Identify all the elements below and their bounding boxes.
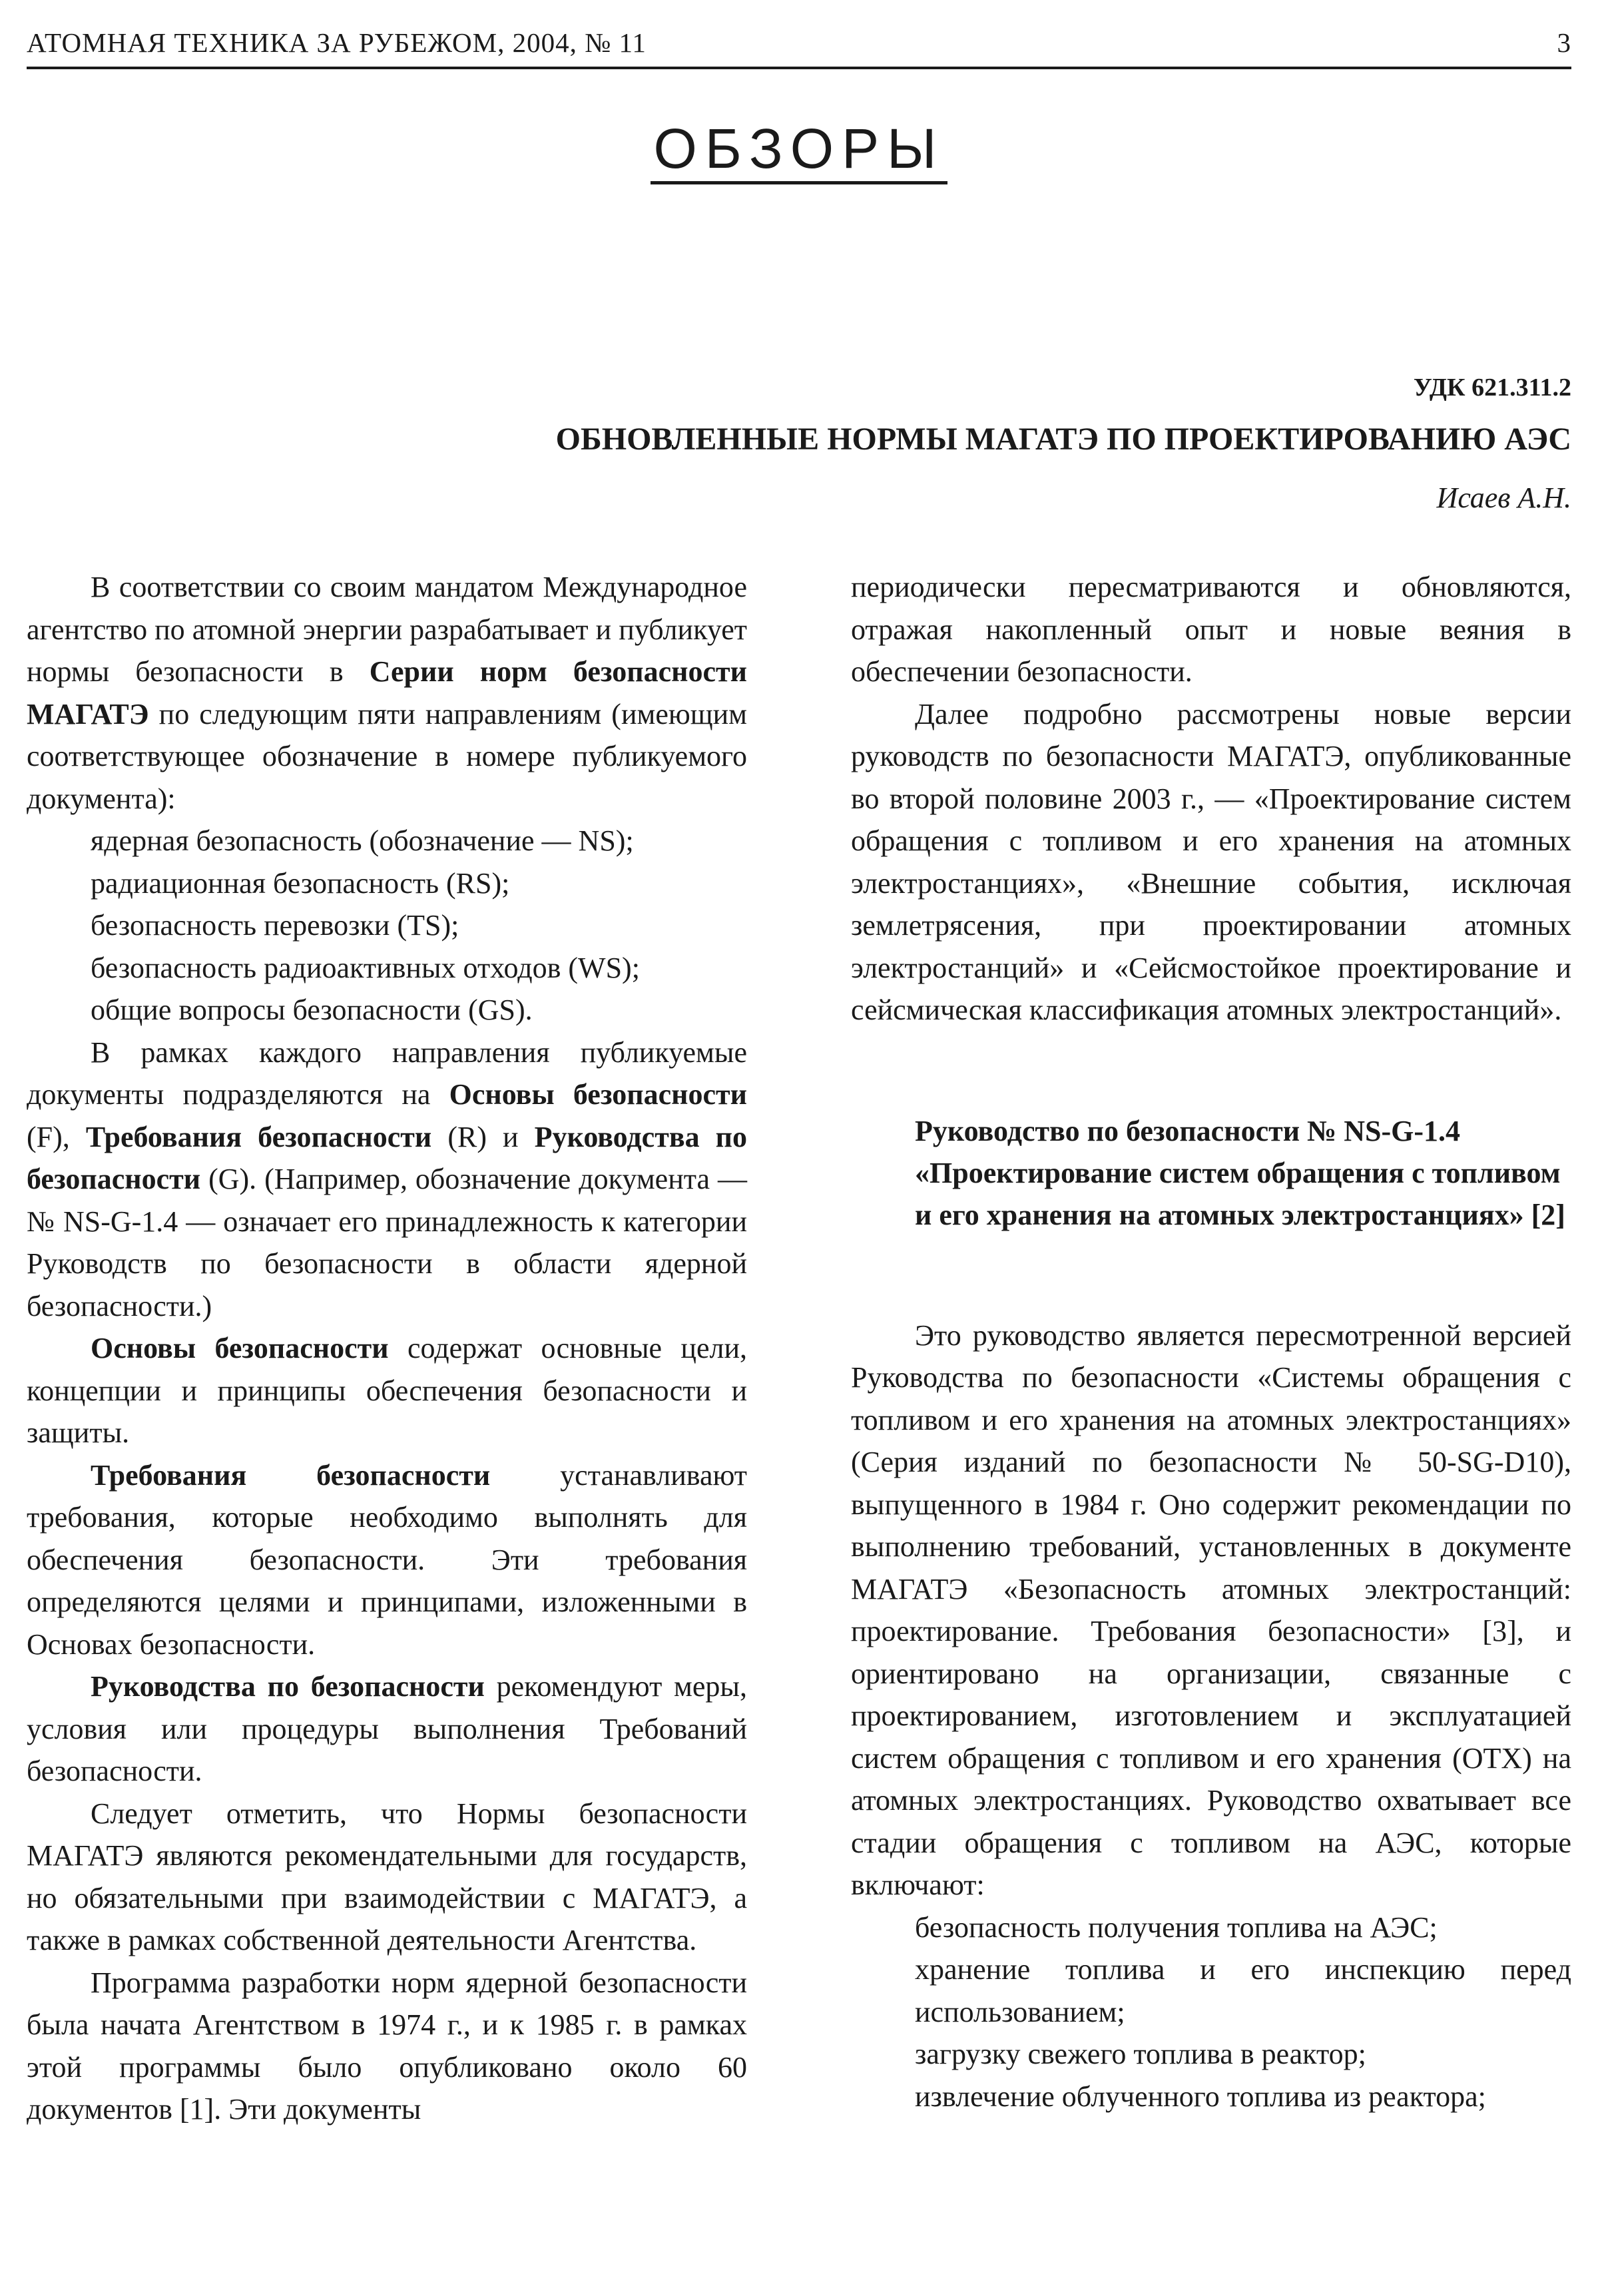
paragraph: Следует отметить, что Нормы безопасности МАГАТЭ являются рекомендательными для государств, но обязательными при взаимодействии с МАГАТЭ, а также в рамках собственной деятельности Агентства. — [27, 1797, 747, 1956]
list-item: безопасность получения топлива на АЭС; — [915, 1910, 1438, 1944]
paragraph: Программа разработки норм ядерной безопасности была начата Агентством в 1974 г., и к 1985 г. в рамках этой программы было опубликовано около 60 документов [1]. Эти документы — [27, 1966, 747, 2126]
list-item: хранение топлива и его инспекцию перед использованием; — [915, 1953, 1571, 2028]
paragraph: периодически пересматриваются и обновляются, отражая накопленный опыт и новые веяния в обеспечении безопасности. — [851, 571, 1571, 688]
list-item: радиационная безопасность (RS); — [91, 866, 510, 900]
section-title — [0, 117, 1598, 181]
journal-title: АТОМНАЯ ТЕХНИКА ЗА РУБЕЖОМ, 2004, № 11 — [27, 27, 647, 58]
list-item: ядерная безопасность (обозначение — NS); — [91, 824, 634, 857]
subsection-heading: Руководство по безопасности № NS-G-1.4 «Проектирование систем обращения с топливом и его хранения на атомных электростанциях» [2] — [915, 1114, 1565, 1231]
list — [851, 1906, 1571, 2118]
paragraph: Требования безопасности устанавливают требования, которые необходимо выполнять для обеспечения безопасности. Эти требования определяются целями и принципами, изложенными в Основах безопасности. — [27, 1458, 747, 1661]
list-item: общие вопросы безопасности (GS). — [91, 994, 533, 1026]
list-item: извлечение облученного топлива из реактора; — [915, 2080, 1486, 2113]
udk-code: УДК 621.311.2 — [1413, 374, 1571, 402]
left-column — [27, 566, 747, 2131]
running-header — [27, 23, 1571, 69]
article-author: Исаев А.Н. — [1436, 481, 1571, 514]
page-number: 3 — [1557, 27, 1571, 58]
list — [27, 820, 747, 1031]
section-title-text: ОБЗОРЫ — [651, 117, 947, 184]
article-title: ОБНОВЛЕННЫЕ НОРМЫ МАГАТЭ ПО ПРОЕКТИРОВАНИЮ АЭС — [555, 422, 1571, 457]
right-column — [851, 566, 1571, 2118]
paragraph: Руководства по безопасности рекомендуют меры, условия или процедуры выполнения Требований безопасности. — [27, 1670, 747, 1787]
list-item: загрузку свежего топлива в реактор; — [915, 2038, 1366, 2070]
paragraph: Это руководство является пересмотренной версией Руководства по безопасности «Системы обращения с топливом и его хранения на атомных электростанциях» (Серия изданий по безопасности № 50-SG-D10), выпущенного в 1984 г. Оно содержит рекомендации по выполнению требований, установленных в документе МАГАТЭ «Безопасность атомных электростанций: проектирование. Требования безопасности» [3], и ориентировано на организации, связанные с проектированием, изготовлением и эксплуатацией систем обращения с топливом и его хранения (ОТХ) на атомных электростанциях. Руководство охватывает все стадии обращения с топливом на АЭС, которые включают: — [851, 1318, 1571, 1901]
list-item: безопасность радиоактивных отходов (WS); — [91, 951, 640, 984]
list-item: безопасность перевозки (TS); — [91, 909, 459, 942]
paragraph: В соответствии со своим мандатом Международное агентство по атомной энергии разрабатывает и публикует нормы безопасности в Серии норм безопасности МАГАТЭ по следующим пяти направлениям (имеющим соответствующее обозначение в номере публикуемого документа): — [27, 571, 748, 815]
paragraph: Основы безопасности содержат основные цели, концепции и принципы обеспечения безопасности и защиты. — [27, 1332, 747, 1449]
paragraph: Далее подробно рассмотрены новые версии руководств по безопасности МАГАТЭ, опубликованные во второй половине 2003 г., — «Проектирование систем обращения с топливом и его хранения на атомных электростанциях», «Внешние события, исключая землетрясения, при проектировании атомных электростанций» и «Сейсмостойкое проектирование и сейсмическая классификация атомных электростанций». — [851, 697, 1571, 1026]
paragraph: В рамках каждого направления публикуемые документы подразделяются на Основы безопасности (F), Требования безопасности (R) и Руководства по безопасности (G). (Например, обозначение документа — № NS-G-1.4 — означает его принадлежность к категории Руководств по безопасности в области ядерной безопасности.) — [27, 1035, 748, 1322]
